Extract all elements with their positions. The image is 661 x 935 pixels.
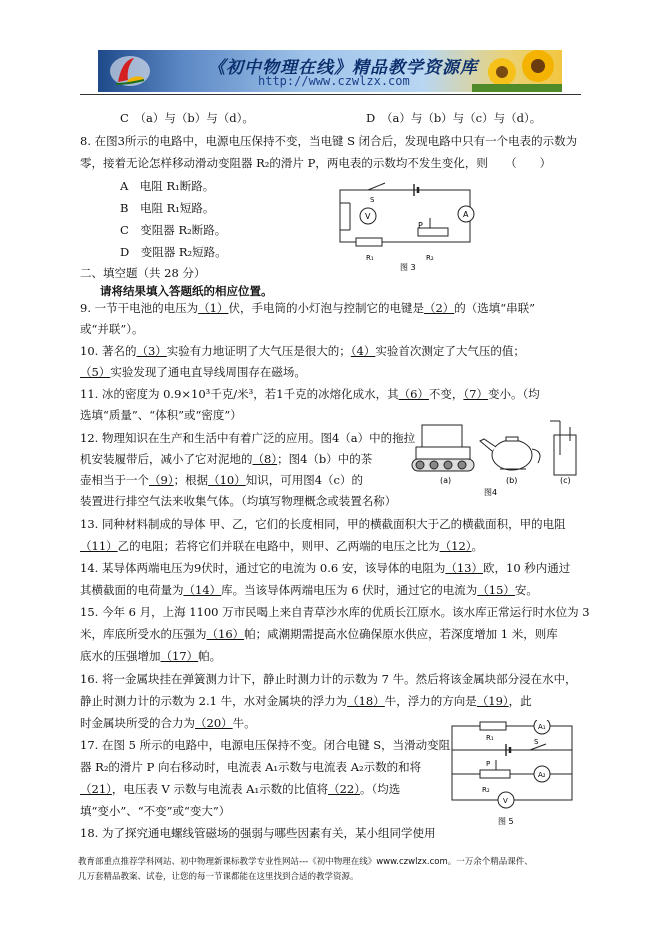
q17-line-1: 17. 在图 5 所示的电路中，电源电压保持不变。闭合电键 S，当滑动变阻 [80, 738, 451, 752]
blank-5[interactable]: （5） [80, 365, 111, 379]
banner-title: 《初中物理在线》精品教学资源库 [208, 58, 478, 78]
fig5-a2-label: A₂ [538, 771, 546, 779]
fig5-s-label: S [534, 738, 539, 746]
fig4-b-label: (b) [506, 476, 518, 485]
q9-line-2: 或“并联”）。 [80, 322, 144, 336]
q14-line-2: 其横截面的电荷量为（14）库。当该导体两端电压为 6 伏时，通过它的电流为（15）安。 [80, 583, 538, 597]
q8-option-b: B 电阻 R₁短路。 [120, 201, 215, 215]
blank-22[interactable]: （22） [328, 782, 360, 796]
blank-18[interactable]: （18） [347, 694, 385, 708]
figure-4 [404, 415, 586, 501]
sunflower-icon [472, 50, 562, 92]
q10-line-1: 10. 著名的（3）实验有力地证明了大气压是很大的；（4）实验首次测定了大气压的值； [80, 344, 525, 358]
fig3-p-label: P [418, 221, 423, 230]
fig5-r2-label: R₂ [482, 786, 490, 794]
fig3-r2-label: R₂ [426, 254, 434, 262]
q17-line-4: 填“变小”、“不变”或“变大”） [80, 804, 231, 818]
q11-line-1: 11. 冰的密度为 0.9×10³千克/米³，若1千克的冰熔化成水，其（6）不变，（7）变小。（均 [80, 387, 540, 401]
fig3-v-label: V [365, 212, 371, 221]
blank-9[interactable]: （9） [149, 473, 174, 487]
blank-1[interactable]: （1） [198, 301, 229, 315]
q12-line-4: 装置进行排空气法来收集气体。（均填写物理概念或装置名称） [80, 494, 397, 508]
q8-option-a: A 电阻 R₁断路。 [120, 179, 215, 193]
q17-line-3: （21），电压表 V 示数与电流表 A₁示数的比值将（22）。（均选 [80, 782, 401, 796]
q8-text-1: 8. 在图3所示的电路中，电源电压保持不变，当电键 S 闭合后，发现电路中只有一个电表的示数为 [80, 134, 578, 148]
blank-10[interactable]: （10） [208, 473, 246, 487]
q9-line-1: 9. 一节干电池的电压为（1）伏，手电筒的小灯泡与控制它的电键是（2）的（选填“串联” [80, 301, 536, 315]
footer-line-1: 教育部重点推荐学科网站、初中物理新课标教学专业性网站---《初中物理在线》www.czwlzx.com。一万余个精品课件、 [78, 857, 533, 867]
blank-15[interactable]: （15） [477, 583, 515, 597]
q13-line-2: （11）乙的电阻；若将它们并联在电路中，则甲、乙两端的电压之比为（12）。 [80, 539, 484, 553]
q12-line-3: 壶相当于一个（9）；根据（10）知识，可用图4（c）的 [80, 473, 363, 487]
fig5-p-label: P [486, 760, 491, 768]
fig3-a-label: A [463, 210, 469, 219]
q11-line-2: 选填“质量”、“体积”或“密度”） [80, 408, 242, 422]
fig5-v-label: V [503, 797, 508, 805]
banner-url[interactable]: http://www.czwlzx.com [258, 74, 410, 88]
fig4-caption: 图4 [484, 488, 498, 497]
blank-3[interactable]: （3） [136, 344, 167, 358]
q15-line-3: 底水的压强增加（17）帕。 [80, 649, 222, 663]
q7-option-d: D （a）与（b）与（c）与（d）。 [366, 111, 542, 125]
fig3-caption: 图 3 [400, 263, 416, 272]
q16-line-3: 时金属块所受的合力为（20）牛。 [80, 716, 256, 730]
q10-line-2: （5）实验发现了通电直导线周围存在磁场。 [80, 365, 306, 379]
q12-line-1: 12. 物理知识在生产和生活中有着广泛的应用。图4（a）中的拖拉 [80, 431, 416, 445]
q15-line-1: 15. 今年 6 月，上海 1100 万市民喝上来自青草沙水库的优质长江原水。该水库正常运行时水位为 3 [80, 605, 590, 619]
fig3-s-label: S [370, 196, 375, 204]
q16-line-1: 16. 将一金属块挂在弹簧测力计下，静止时测力计的示数为 7 牛。然后将该金属块部分浸在水中， [80, 672, 577, 686]
q18-line-1: 18. 为了探究通电螺线管磁场的强弱与哪些因素有关，某小组同学使用 [80, 826, 436, 840]
fig5-caption: 图 5 [498, 817, 514, 826]
figure-3-circuit [330, 178, 490, 272]
blank-6[interactable]: （6） [398, 387, 429, 401]
q8-option-d: D 变阻器 R₂短路。 [120, 245, 227, 259]
blank-4[interactable]: （4） [350, 344, 376, 358]
teapot-icon [480, 437, 540, 470]
blank-19[interactable]: （19） [476, 694, 509, 708]
q15-line-2: 米，库底所受水的压强为（16）帕；咸潮期需提高水位确保原水供应，若深度增加 1 米，则库 [80, 627, 558, 641]
blank-21[interactable]: （21） [80, 782, 112, 796]
blank-13[interactable]: （13） [445, 561, 483, 575]
fig3-r1-label: R₁ [366, 254, 374, 262]
blank-8[interactable]: （8） [252, 452, 278, 466]
blank-2[interactable]: （2） [423, 301, 455, 315]
gas-collector-icon [550, 421, 576, 475]
q8-option-c: C 变阻器 R₂断路。 [120, 223, 227, 237]
fig4-c-label: (c) [560, 476, 571, 485]
figure-5-circuit [446, 720, 582, 828]
header-divider [80, 94, 581, 95]
section-2-heading: 二、填空题（共 28 分） [80, 266, 206, 280]
site-banner [98, 50, 562, 92]
q8-text-2: 零，接着无论怎样移动滑动变阻器 R₂的滑片 P，两电表的示数均不发生变化，则 （ ） [80, 156, 552, 170]
q14-line-1: 14. 某导体两端电压为9伏时，通过它的电流为 0.6 安，该导体的电阻为（13）欧，10 秒内通过 [80, 561, 571, 575]
fig5-r1-label: R₁ [486, 734, 494, 742]
blank-14[interactable]: （14） [183, 583, 222, 597]
fig5-a1-label: A₁ [538, 723, 546, 731]
blank-12[interactable]: （12） [439, 539, 472, 553]
q17-line-2: 器 R₂的滑片 P 向右移动时，电流表 A₁示数与电流表 A₂示数的和将 [80, 760, 422, 774]
q7-option-c: C （a）与（b）与（d）。 [120, 111, 254, 125]
tractor-icon [412, 425, 474, 471]
footer-line-2: 几万套精品教案、试卷，让您的每一节课都能在这里找到合适的教学资源。 [78, 872, 359, 882]
blank-11[interactable]: （11） [80, 539, 118, 553]
q12-line-2: 机安装履带后，减小了它对泥地的（8）；图4（b）中的茶 [80, 452, 373, 466]
blank-20[interactable]: （20） [195, 716, 233, 730]
q16-line-2: 静止时测力计的示数为 2.1 牛，水对金属块的浮力为（18）牛，浮力的方向是（19），此 [80, 694, 532, 708]
fig4-a-label: (a) [440, 476, 452, 485]
blank-16[interactable]: （16） [206, 627, 245, 641]
section-2-note: 请将结果填入答题纸的相应位置。 [100, 284, 273, 298]
blank-17[interactable]: （17） [160, 649, 199, 663]
site-logo-icon [108, 54, 152, 88]
blank-7[interactable]: （7） [463, 387, 488, 401]
q13-line-1: 13. 同种材料制成的导体 甲、乙，它们的长度相同，甲的横截面积大于乙的横截面积，甲的电阻 [80, 517, 566, 531]
